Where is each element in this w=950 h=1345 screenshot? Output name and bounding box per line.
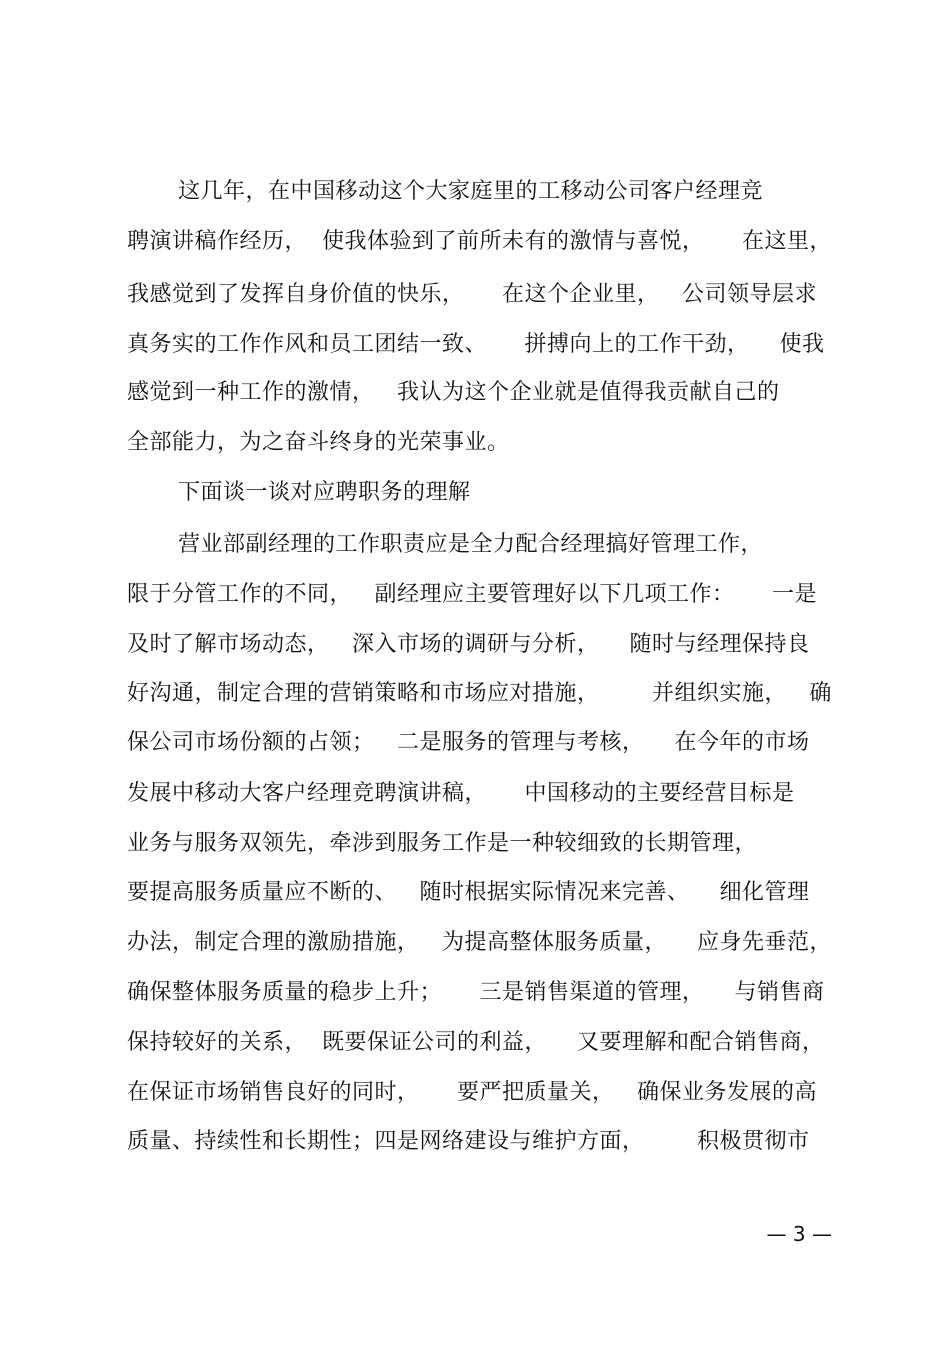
text-line: 感觉到一种工作的激情， 我认为这个企业就是值得我贡献自己的 (127, 380, 780, 405)
text-line: 及时了解市场动态， 深入市场的调研与分析， 随时与经理保持良 (127, 632, 810, 657)
text-line: 保持较好的关系， 既要保证公司的利益， 又要理解和配合销售商， (127, 1030, 825, 1055)
text-line: 要提高服务质量应不断的、 随时根据实际情况来完善、 细化管理 (127, 880, 810, 905)
text-line: 限于分管工作的不同， 副经理应主要管理好以下几项工作： 一是 (127, 582, 817, 607)
section-heading: 下面谈一谈对应聘职务的理解 (178, 480, 471, 505)
text-line: 真务实的工作作风和员工团结一致、 拼搏向上的工作干劲， 使我 (127, 332, 825, 357)
text-line: 确保整体服务质量的稳步上升； 三是销售渠道的管理， 与销售商 (127, 980, 825, 1005)
text-line: 保公司市场份额的占领； 二是服务的管理与考核， 在今年的市场 (127, 730, 810, 755)
text-line: 我感觉到了发挥自身价值的快乐， 在这个企业里， 公司领导层求 (127, 282, 817, 307)
text-line: 营业部副经理的工作职责应是全力配合经理搞好管理工作， (178, 532, 764, 557)
text-line: 好沟通，制定合理的营销策略和市场应对措施， 并组织实施， 确 (127, 681, 832, 706)
text-line: 质量、持续性和长期性；四是网络建设与维护方面， 积极贯彻市 (127, 1129, 810, 1154)
text-line: 聘演讲稿作经历， 使我体验到了前所未有的激情与喜悦， 在这里， (127, 229, 832, 254)
text-line: 发展中移动大客户经理竞聘演讲稿， 中国移动的主要经营目标是 (127, 781, 795, 806)
text-line: 全部能力，为之奋斗终身的光荣事业。 (127, 430, 510, 455)
page-number: — 3 — (766, 1222, 832, 1246)
text-line: 业务与服务双领先，牵涉到服务工作是一种较细致的长期管理， (127, 831, 758, 856)
text-line: 这几年，在中国移动这个大家庭里的工移动公司客户经理竞 (178, 179, 764, 204)
text-line: 在保证市场销售良好的同时， 要严把质量关， 确保业务发展的高 (127, 1080, 817, 1105)
text-line: 办法，制定合理的激励措施， 为提高整体服务质量， 应身先垂范， (127, 930, 832, 955)
